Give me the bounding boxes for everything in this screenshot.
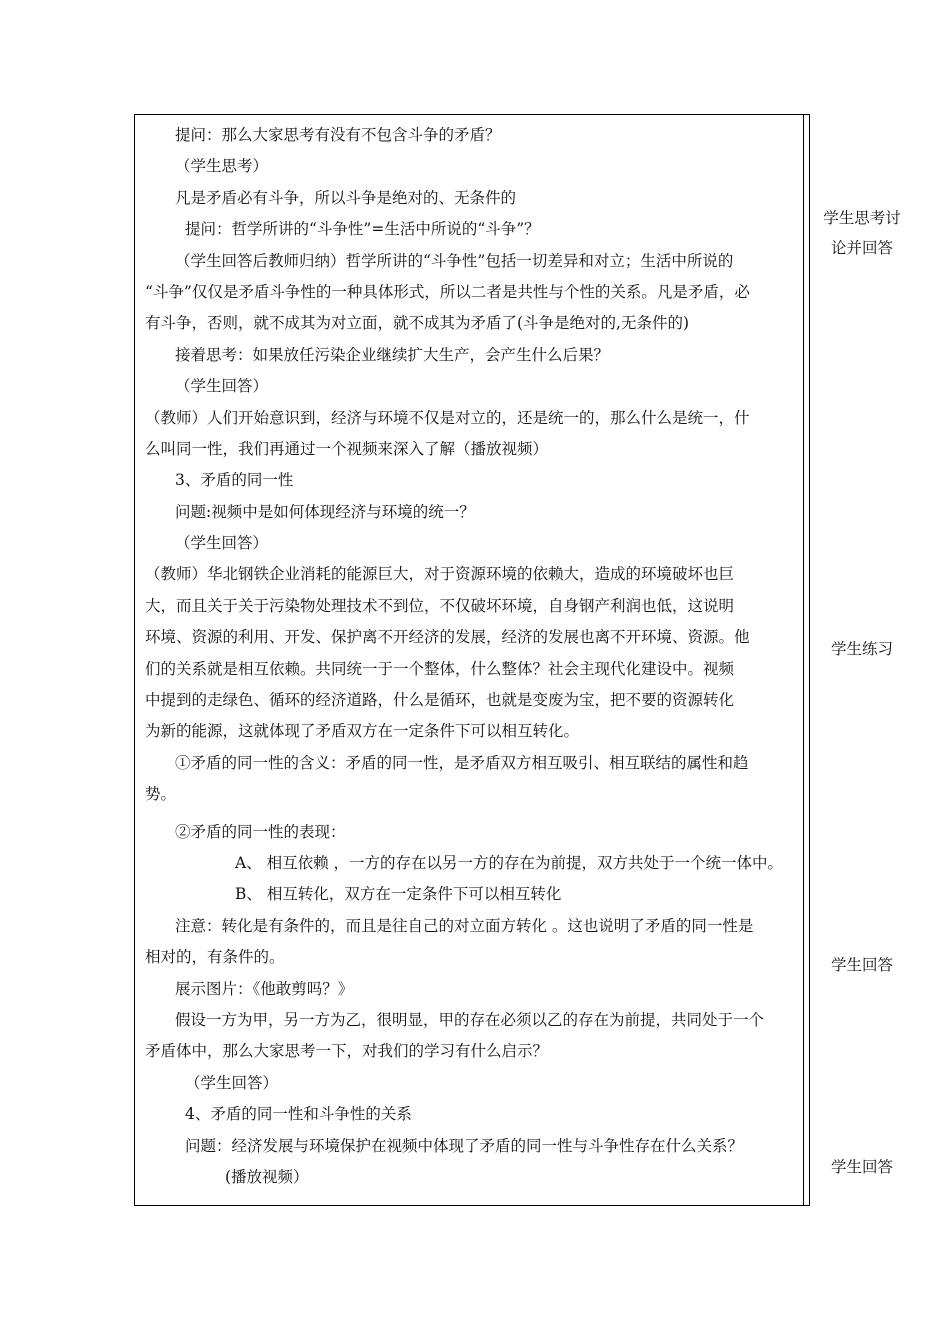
text-line: （教师）华北钢铁企业消耗的能源巨大，对于资源环境的依赖大，造成的环境破坏也巨 [145, 565, 735, 584]
text-line: 有斗争，否则，就不成其为对立面，就不成其为矛盾了(斗争是绝对的,无条件的) [145, 314, 690, 333]
text-line: ②矛盾的同一性的表现： [175, 822, 346, 841]
side-note-answer: 学生回答 [830, 956, 893, 974]
text-line: （学生回答） [175, 534, 269, 553]
text-line: （学生回答） [185, 1073, 279, 1092]
text-line: 么叫同一性，我们再通过一个视频来深入了解（播放视频） [145, 439, 549, 458]
list-item: A、 相互依赖 ，一方的存在以另一方的存在为前提，双方共处于一个统一体中。 [235, 853, 784, 872]
text-line: 展示图片：《他敢剪吗？》 [175, 979, 354, 998]
text-line: 为新的能源，这就体现了矛盾双方在一定条件下可以相互转化。 [145, 722, 580, 741]
text-line: （学生回答后教师归纳）哲学所讲的“斗争性”包括一切差异和对立；生活中所说的 [175, 251, 734, 270]
text-line: 问题：经济发展与环境保护在视频中体现了矛盾的同一性与斗争性存在什么关系？ [185, 1136, 744, 1155]
text-line: (播放视频） [225, 1167, 309, 1186]
side-note-answer: 学生回答 [830, 1158, 893, 1176]
text-line: 相对的，有条件的。 [145, 948, 285, 967]
text-line: （学生思考） [175, 157, 269, 176]
section-heading: 4、矛盾的同一性和斗争性的关系 [185, 1105, 412, 1124]
text-line: 提问：那么大家思考有没有不包含斗争的矛盾？ [175, 126, 501, 144]
text-line: 环境、资源的利用、开发、保护离不开经济的发展，经济的发展也离不开环境、资源。他 [145, 628, 750, 647]
text-line: 凡是矛盾必有斗争，所以斗争是绝对的、无条件的 [175, 188, 517, 207]
text-line: 势。 [145, 785, 177, 804]
section-heading: 3、矛盾的同一性 [175, 471, 294, 490]
text-line: “斗争”仅仅是矛盾斗争性的一种具体形式，所以二者是共性与个性的关系。凡是矛盾，必 [145, 282, 750, 301]
text-line: 问题:视频中是如何体现经济与环境的统一？ [175, 502, 475, 521]
main-column [145, 120, 797, 1193]
side-note-line: 论并回答 [830, 239, 893, 257]
text-line: 注意：转化是有条件的，而且是往自己的对立面方转化 。这也说明了矛盾的同一性是 [175, 916, 754, 935]
side-note-discuss [812, 203, 912, 263]
text-line: 矛盾体中，那么大家思考一下，对我们的学习有什么启示？ [145, 1042, 549, 1061]
list-item: B、 相互转化，双方在一定条件下可以相互转化 [235, 885, 562, 904]
side-note-practice: 学生练习 [830, 640, 893, 658]
text-line: （学生回答） [175, 377, 269, 396]
text-line: 接着思考：如果放任污染企业继续扩大生产，会产生什么后果？ [175, 345, 610, 364]
text-line: 假设一方为甲，另一方为乙，很明显，甲的存在必须以乙的存在为前提，共同处于一个 [175, 1010, 765, 1029]
text-line: 中提到的走绿色、循环的经济道路，什么是循环，也就是变废为宝，把不要的资源转化 [145, 691, 735, 710]
text-line: 提问：哲学所讲的“斗争性”=生活中所说的“斗争”？ [185, 220, 540, 239]
text-line: ①矛盾的同一性的含义：矛盾的同一性，是矛盾双方相互吸引、相互联结的属性和趋 [175, 753, 749, 772]
text-line: 们的关系就是相互依赖。共同统一于一个整体，什么整体？社会主现代化建设中。视频 [145, 659, 735, 678]
text-line: （教师）人们开始意识到，经济与环境不仅是对立的，还是统一的，那么什么是统一，什 [145, 408, 750, 427]
text-line: 大，而且关于关于污染物处理技术不到位，不仅破坏环境，自身钢产利润也低，这说明 [145, 596, 735, 615]
column-divider [803, 114, 804, 1206]
side-note-line: 学生思考讨 [823, 209, 901, 227]
